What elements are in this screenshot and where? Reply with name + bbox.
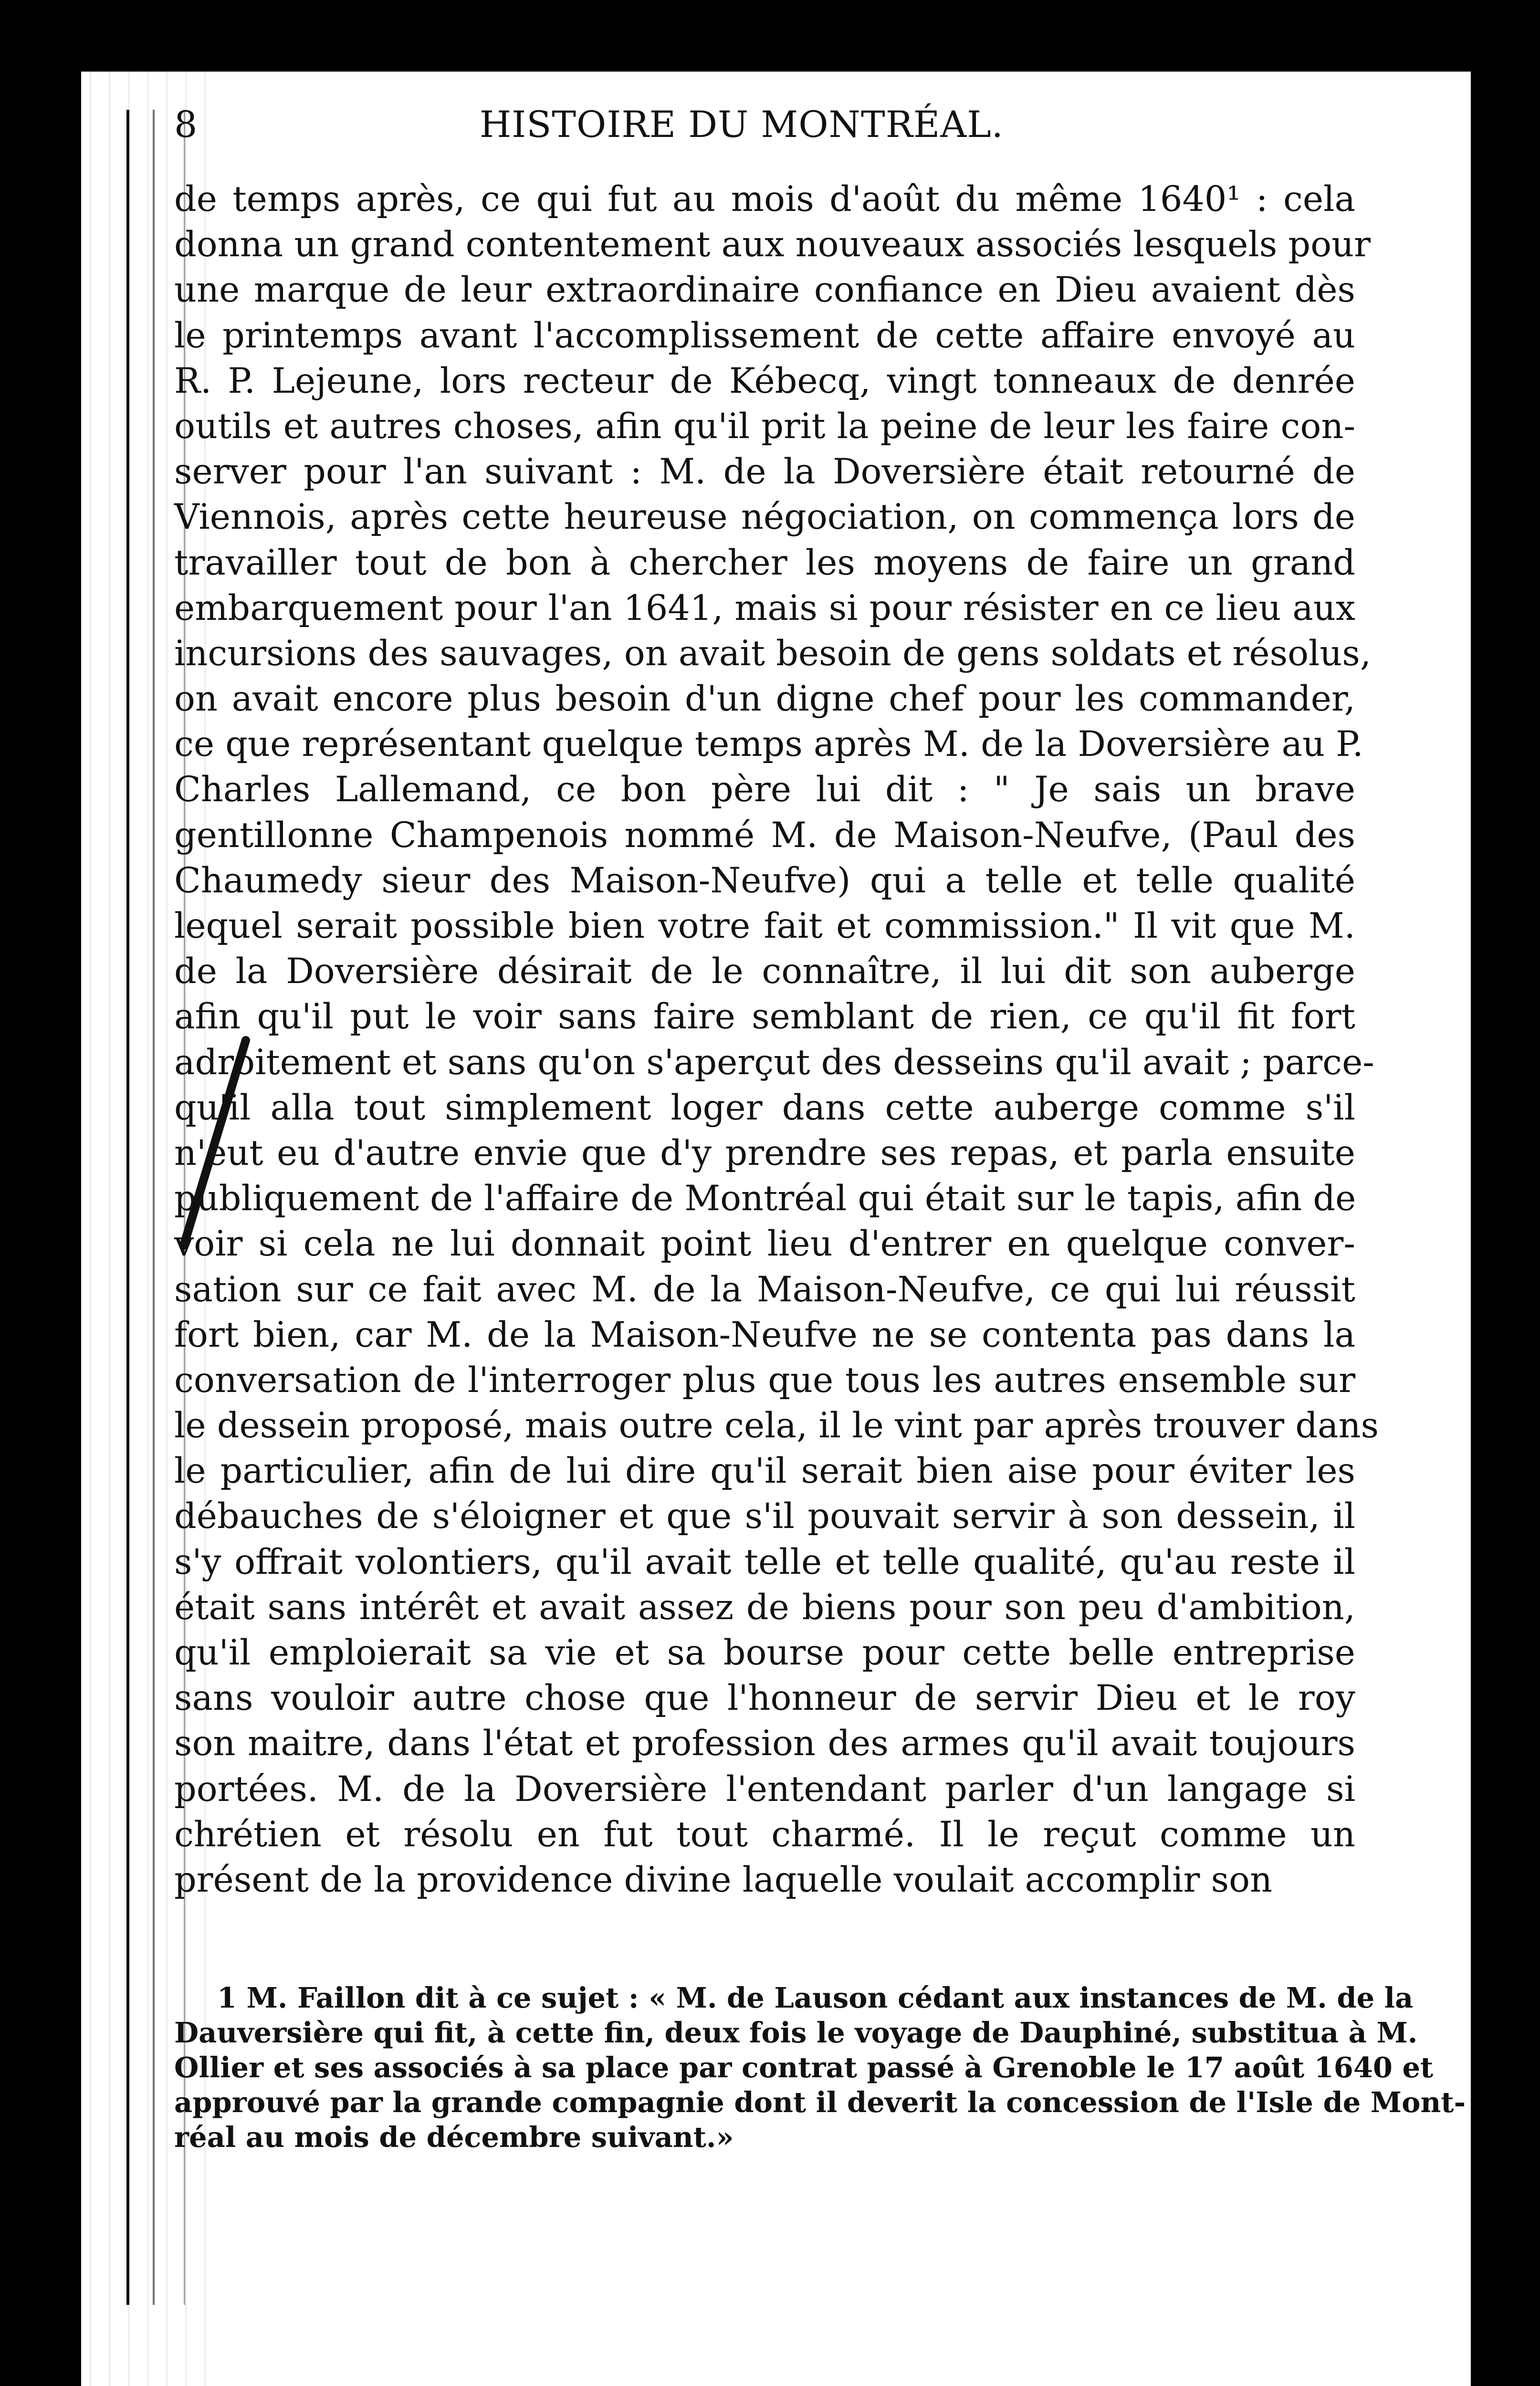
text-line: voir si cela ne lui donnait point lieu d'entrer en quelque conver- — [174, 1224, 1355, 1265]
footnote-line: réal au mois de décembre suivant.» — [174, 2121, 734, 2154]
text-line: débauches de s'éloigner et que s'il pouvait servir à son dessein, il — [174, 1496, 1355, 1537]
text-line: incursions des sauvages, on avait besoin de gens soldats et résolus, — [174, 633, 1372, 674]
gutter-edge-line — [126, 110, 129, 2305]
text-line: le dessein proposé, mais outre cela, il le vint par après trouver dans — [174, 1405, 1379, 1446]
text-line: adroitement et sans qu'on s'aperçut des desseins qu'il avait ; parce- — [174, 1042, 1374, 1083]
text-line: portées. M. de la Doversière l'entendant parler d'un langage si — [174, 1769, 1355, 1810]
text-line: était sans intérêt et avait assez de biens pour son peu d'ambition, — [174, 1587, 1355, 1628]
text-line: qu'il alla tout simplement loger dans cette auberge comme s'il — [174, 1087, 1355, 1128]
text-line: gentillonne Champenois nommé M. de Maison-Neufve, (Paul des — [174, 815, 1355, 856]
text-line: publiquement de l'affaire de Montréal qui était sur le tapis, afin de — [174, 1178, 1356, 1219]
text-line: donna un grand contentement aux nouveaux associés lesquels pour — [174, 224, 1371, 265]
text-line: sans vouloir autre chose que l'honneur de servir Dieu et le roy — [174, 1678, 1355, 1719]
text-line: une marque de leur extraordinaire confiance en Dieu avaient dès — [174, 270, 1355, 311]
footnote-line: Ollier et ses associés à sa place par contrat passé à Grenoble le 17 août 1640 et — [174, 2051, 1434, 2084]
text-line: R. P. Lejeune, lors recteur de Kébecq, vingt tonneaux de denrée — [174, 360, 1355, 401]
footnote-line: Dauversière qui fit, à cette fin, deux fois le voyage de Dauphiné, substitua à M. — [174, 2016, 1418, 2049]
footnote — [174, 1980, 1466, 2155]
text-line: n'eut eu d'autre envie que d'y prendre ses repas, et parla ensuite — [174, 1132, 1355, 1173]
text-line: on avait encore plus besoin d'un digne chef pour les commander, — [174, 679, 1355, 720]
text-line: de temps après, ce qui fut au mois d'août du même 1640¹ : cela — [174, 179, 1355, 220]
text-line: outils et autres choses, afin qu'il prit la peine de leur les faire con- — [174, 406, 1355, 447]
text-line: lequel serait possible bien votre fait et commission." Il vit que M. — [174, 906, 1355, 946]
page-number: 8 — [174, 103, 198, 146]
text-line: le particulier, afin de lui dire qu'il serait bien aise pour éviter les — [174, 1451, 1355, 1492]
text-line: de la Doversière désirait de le connaître, il lui dit son auberge — [174, 951, 1355, 992]
text-line: Chaumedy sieur des Maison-Neufve) qui a telle et telle qualité — [174, 860, 1355, 901]
text-line: conversation de l'interroger plus que tous les autres ensemble sur — [174, 1360, 1355, 1401]
text-line: Charles Lallemand, ce bon père lui dit : " Je sais un brave — [174, 769, 1355, 810]
text-line: server pour l'an suivant : M. de la Doversière était retourné de — [174, 451, 1355, 492]
footnote-line: approuvé par la grande compagnie dont il deverit la concession de l'Isle de Mont- — [174, 2086, 1466, 2119]
gutter-edge-line — [153, 110, 155, 2305]
text-line: ce que représentant quelque temps après M. de la Doversière au P. — [174, 724, 1363, 765]
text-line: afin qu'il put le voir sans faire semblant de rien, ce qu'il fit fort — [174, 996, 1355, 1037]
text-line: embarquement pour l'an 1641, mais si pour résister en ce lieu aux — [174, 587, 1355, 628]
text-line: présent de la providence divine laquelle voulait accomplir son — [174, 1859, 1273, 1900]
text-line: son maitre, dans l'état et profession des armes qu'il avait toujours — [174, 1723, 1355, 1764]
text-line: chrétien et résolu en fut tout charmé. Il le reçut comme un — [174, 1814, 1355, 1855]
running-title: HISTOIRE DU MONTRÉAL. — [480, 103, 1004, 146]
text-line: qu'il emploierait sa vie et sa bourse pour cette belle entreprise — [174, 1633, 1355, 1673]
text-line: s'y offrait volontiers, qu'il avait telle et telle qualité, qu'au reste il — [174, 1541, 1355, 1582]
text-line: Viennois, après cette heureuse négociation, on commença lors de — [174, 497, 1355, 538]
text-line: le printemps avant l'accomplissement de cette affaire envoyé au — [174, 315, 1355, 356]
body-text — [174, 177, 1379, 1903]
footnote-line: 1 M. Faillon dit à ce sujet : « M. de Lauson cédant aux instances de M. de la — [217, 1981, 1414, 2014]
text-line: fort bien, car M. de la Maison-Neufve ne se contenta pas dans la — [174, 1314, 1355, 1355]
text-line: travailler tout de bon à chercher les moyens de faire un grand — [174, 542, 1355, 583]
text-line: sation sur ce fait avec M. de la Maison-Neufve, ce qui lui réussit — [174, 1269, 1355, 1310]
